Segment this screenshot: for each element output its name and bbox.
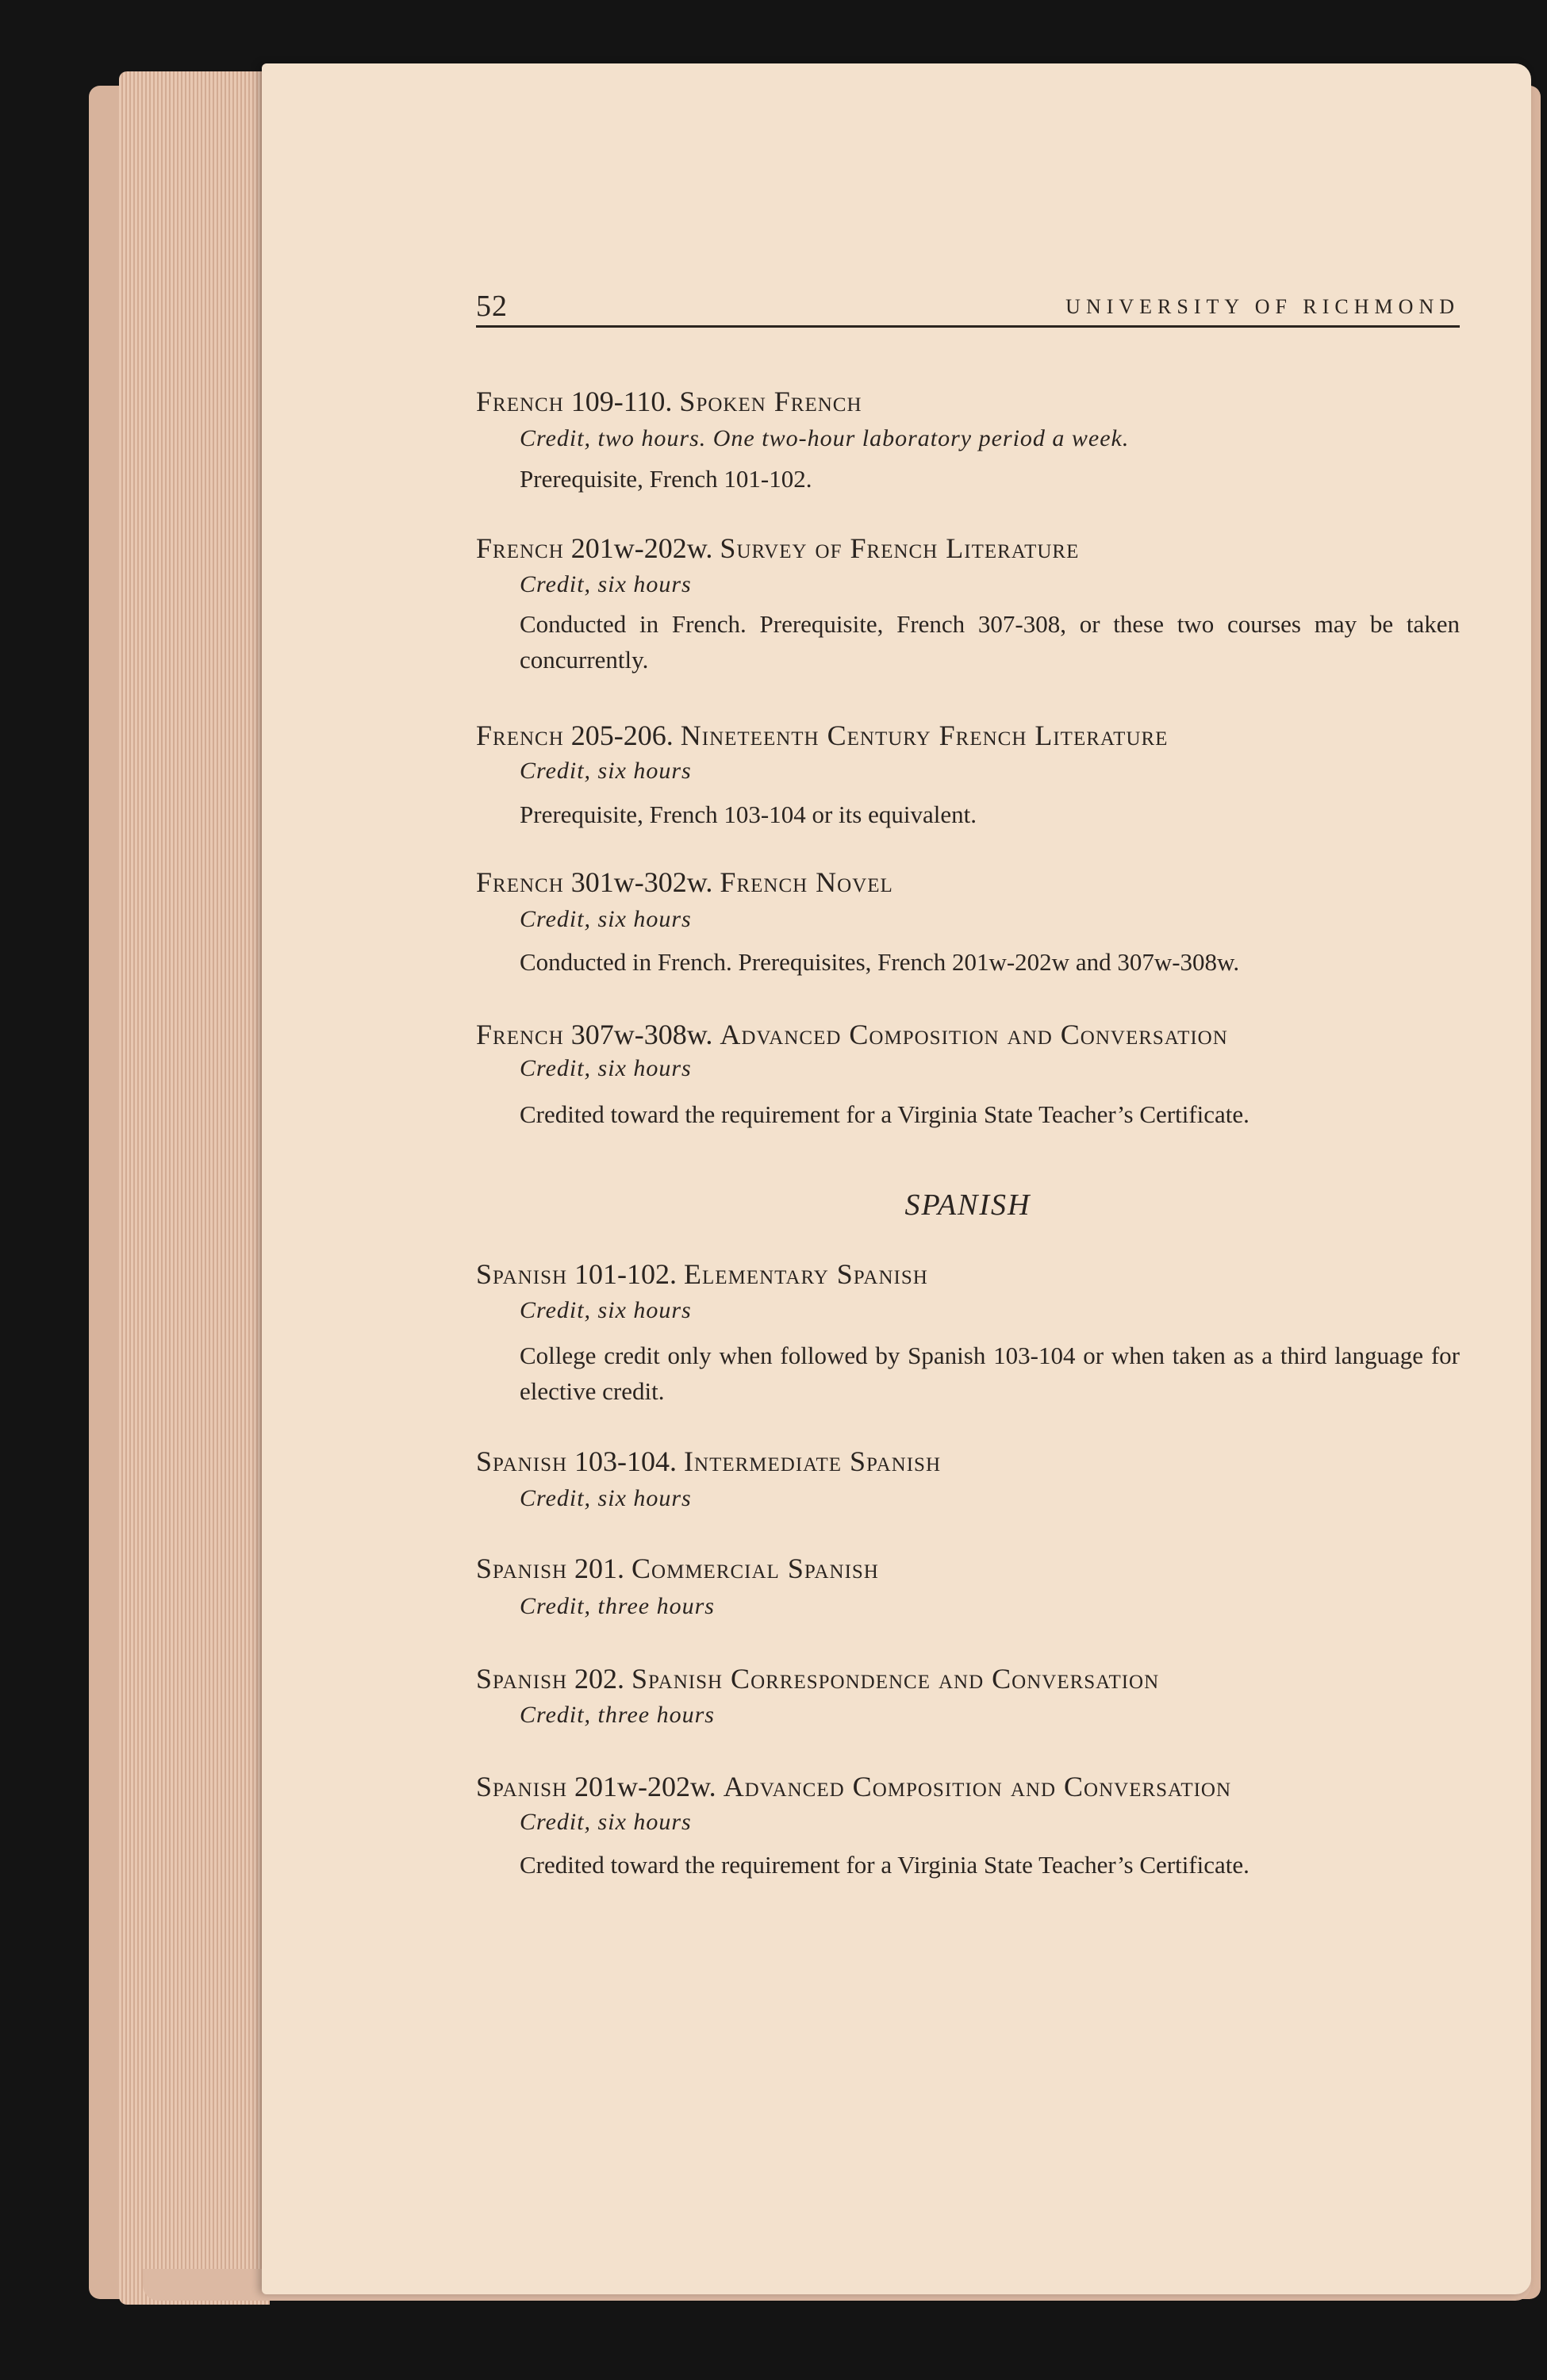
course-heading-spanish-202 — [476, 1661, 1159, 1696]
course-dept: Spanish — [476, 1553, 568, 1584]
course-dept: French — [476, 386, 564, 417]
course-dept: French — [476, 866, 564, 898]
course-dept: Spanish — [476, 1771, 568, 1802]
course-description: Credited toward the requirement for a Virginia State Teacher’s Certificate. — [520, 1851, 1250, 1879]
course-dept: French — [476, 532, 564, 564]
course-credit: Credit, six hours — [520, 1055, 692, 1081]
course-dept: French — [476, 1019, 564, 1050]
course-heading-french-301w-302w — [476, 865, 893, 900]
course-credit: Credit, six hours — [520, 906, 692, 932]
course-credit: Credit, six hours — [520, 1485, 692, 1511]
course-title: French Novel — [720, 866, 893, 898]
running-head-title: UNIVERSITY OF RICHMOND — [1065, 295, 1460, 318]
course-number: 201w-202w. — [574, 1771, 716, 1802]
course-number: 202. — [574, 1663, 625, 1695]
running-head-rule — [476, 325, 1460, 328]
course-heading-french-201w-202w — [476, 531, 1079, 566]
course-heading-spanish-201w-202w — [476, 1769, 1231, 1804]
course-title: Survey of French Literature — [720, 532, 1080, 564]
course-description: Conducted in French. Prerequisite, French 307-308, or these two courses may be taken concurrently. — [520, 610, 1460, 674]
course-title: Elementary Spanish — [684, 1258, 928, 1290]
course-credit: Credit, six hours — [520, 1297, 692, 1323]
course-dept: Spanish — [476, 1663, 568, 1695]
page-number: 52 — [476, 290, 508, 323]
section-title-spanish: SPANISH — [904, 1188, 1031, 1222]
course-heading-french-307w-308w — [476, 1017, 1228, 1052]
course-credit: Credit, six hours — [520, 1809, 692, 1835]
course-dept: Spanish — [476, 1258, 568, 1290]
course-title: Nineteenth Century French Literature — [680, 720, 1169, 751]
course-description: Conducted in French. Prerequisites, French 201w-202w and 307w-308w. — [520, 948, 1240, 976]
course-credit: Credit, three hours — [520, 1593, 715, 1619]
course-heading-french-205-206 — [476, 718, 1168, 753]
course-title: Spanish Correspondence and Conversation — [631, 1663, 1160, 1695]
book-page — [262, 63, 1531, 2294]
course-credit: Credit, two hours. One two-hour laboratory period a week. — [520, 425, 1130, 451]
course-heading-spanish-201 — [476, 1551, 879, 1586]
course-title: Spoken French — [679, 386, 862, 417]
course-title: Intermediate Spanish — [684, 1445, 942, 1477]
course-number: 101-102. — [574, 1258, 678, 1290]
course-number: 103-104. — [574, 1445, 678, 1477]
course-dept: French — [476, 720, 564, 751]
course-number: 307w-308w. — [570, 1019, 713, 1050]
course-heading-french-109-110 — [476, 384, 862, 419]
course-heading-spanish-103-104 — [476, 1444, 941, 1479]
course-number: 205-206. — [570, 720, 674, 751]
running-head — [476, 290, 1460, 322]
course-heading-spanish-101-102 — [476, 1257, 928, 1292]
course-title: Commercial Spanish — [631, 1553, 879, 1584]
course-credit: Credit, six hours — [520, 758, 692, 784]
course-description: Prerequisite, French 103-104 or its equivalent. — [520, 800, 977, 828]
course-credit: Credit, three hours — [520, 1702, 715, 1728]
book-page-edges — [119, 71, 270, 2305]
course-description: Credited toward the requirement for a Virginia State Teacher’s Certificate. — [520, 1100, 1250, 1128]
course-title: Advanced Composition and Conversation — [720, 1019, 1228, 1050]
course-title: Advanced Composition and Conversation — [723, 1771, 1232, 1802]
course-description: College credit only when followed by Spanish 103-104 or when taken as a third language for elective credit. — [520, 1342, 1460, 1405]
course-description: Prerequisite, French 101-102. — [520, 465, 812, 493]
course-dept: Spanish — [476, 1445, 568, 1477]
course-number: 109-110. — [570, 386, 673, 417]
course-credit: Credit, six hours — [520, 571, 692, 597]
course-number: 201w-202w. — [570, 532, 713, 564]
course-number: 201. — [574, 1553, 625, 1584]
course-number: 301w-302w. — [570, 866, 713, 898]
